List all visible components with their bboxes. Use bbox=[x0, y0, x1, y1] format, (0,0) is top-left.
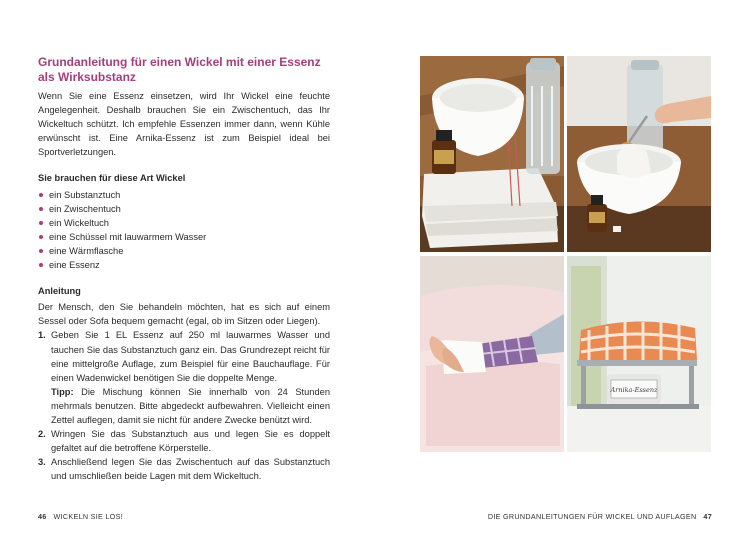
photo-foot-wrap bbox=[420, 256, 564, 452]
materials-list bbox=[38, 188, 330, 273]
photo-bowl-and-towels bbox=[420, 56, 564, 252]
step-number: 1. bbox=[38, 330, 46, 341]
running-title-left: WICKELN SIE LOS! bbox=[53, 512, 124, 521]
photo-warming-stand bbox=[567, 256, 711, 452]
step-item bbox=[38, 328, 330, 427]
step-number: 2. bbox=[38, 429, 46, 440]
running-title-right: DIE GRUNDANLEITUNGEN FÜR WICKEL UND AUFLAGEN bbox=[487, 512, 697, 521]
list-item: eine Wärmflasche bbox=[38, 244, 330, 258]
photo-bowl-and-towels-drawing bbox=[420, 56, 564, 252]
photo-warming-stand-drawing bbox=[567, 256, 711, 452]
footer-left bbox=[38, 512, 123, 521]
tip-label: Tipp: bbox=[51, 386, 74, 397]
step-text: Wringen Sie das Substanztuch aus und legen Sie es doppelt gefaltet auf die betroffene Körperstelle. bbox=[51, 429, 330, 454]
tip-text: Die Mischung können Sie innerhalb von 24 Stunden mehrmals benutzen. Bitte abgedeckt aufbewahren. Vielleicht einen Zettel auflegen, damit sie nicht für andere Zwecke benützt wird. bbox=[51, 386, 330, 425]
list-item: ein Zwischentuch bbox=[38, 202, 330, 216]
section-heading bbox=[38, 55, 330, 85]
step-item bbox=[38, 455, 330, 483]
jar-label: Arnika-Essenz bbox=[610, 386, 658, 394]
page-number-left: 46 bbox=[38, 512, 47, 521]
step-text: Geben Sie 1 EL Essenz auf 250 ml lauwarmes Wasser und tauchen Sie das Substanztuch ganz ein. Das Grundrezept reicht für eine mittelgroße Auflage, zum Beispiel für eine Bauchauflage. Für einen Wadenwickel benötigen Sie die doppelte Menge. bbox=[51, 330, 330, 383]
list-item: ein Substanztuch bbox=[38, 188, 330, 202]
list-item: ein Wickeltuch bbox=[38, 216, 330, 230]
step-item bbox=[38, 427, 330, 455]
step-number: 3. bbox=[38, 457, 46, 468]
footer-right bbox=[488, 512, 712, 521]
list-item: eine Schüssel mit lauwarmem Wasser bbox=[38, 230, 330, 244]
photo-pouring-essence bbox=[567, 56, 711, 252]
list-item: eine Essenz bbox=[38, 258, 330, 272]
intro-paragraph: Wenn Sie eine Essenz einsetzen, wird Ihr Wickel eine feuchte Angelegenheit. Deshalb brauchen Sie ein Zwischentuch, das Ihr Wickeltuch schützt. Ich empfehle Essenzen immer dann, wenn Kühle erwünscht ist. Eine Arnika-Essenz ist zum Beispiel ideal bei Sportverletzungen. bbox=[38, 91, 330, 158]
page-number-right: 47 bbox=[703, 512, 712, 521]
heading-line-2: als Wirksubstanz bbox=[38, 70, 136, 84]
steps-list bbox=[38, 328, 330, 483]
step-text: Anschließend legen Sie das Zwischentuch auf das Substanztuch und umschließen beide Lagen mit dem Wickeltuch. bbox=[51, 457, 330, 482]
instructions-title: Anleitung bbox=[38, 286, 81, 297]
photo-foot-wrap-drawing bbox=[420, 256, 564, 452]
instructions-intro: Der Mensch, den Sie behandeln möchten, hat es sich auf einem Sessel oder Sofa bequem gemacht (egal, ob im Sitzen oder Liegen). bbox=[38, 302, 330, 327]
materials-title: Sie brauchen für diese Art Wickel bbox=[38, 173, 186, 184]
photo-pouring-essence-drawing bbox=[567, 56, 711, 252]
heading-line-1: Grundanleitung für einen Wickel mit einer Essenz bbox=[38, 55, 321, 69]
left-page bbox=[38, 55, 330, 483]
